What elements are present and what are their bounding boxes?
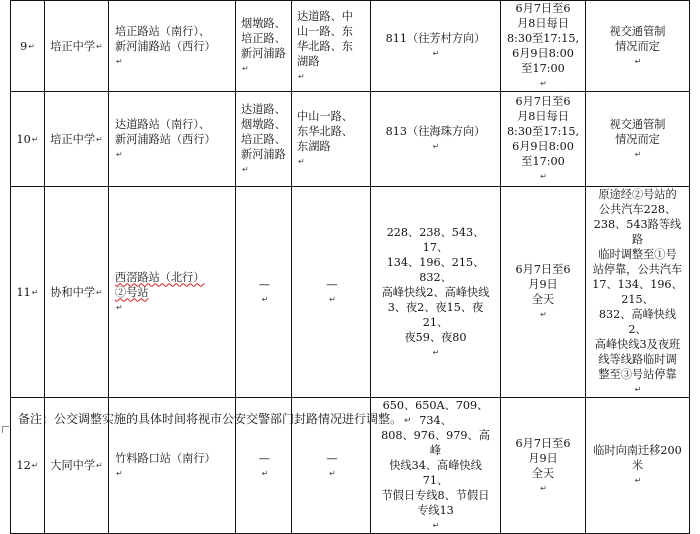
paragraph-mark: ↵ (540, 172, 547, 181)
table-row (11, 92, 690, 187)
paragraph-mark: ↵ (28, 41, 35, 51)
row-number: 12 (16, 459, 31, 472)
paragraph-mark: ↵ (242, 64, 249, 73)
paragraph-mark: ↵ (432, 142, 440, 151)
footnote (18, 410, 412, 430)
time-cell (501, 92, 586, 187)
paragraph-mark: ↵ (298, 71, 305, 81)
roads_b-line: — (326, 451, 338, 465)
stops-line: ②号站 (115, 285, 149, 299)
time-line: 6月7日至6 (515, 436, 571, 450)
time-cell (501, 1, 586, 92)
row-number-cell (11, 92, 45, 187)
note-line: 视交通管制 (609, 117, 666, 131)
routes-cell (371, 1, 501, 92)
paragraph-mark: ↵ (298, 157, 305, 166)
routes-line: 811（往芳村方向） (385, 32, 486, 45)
routes-line: 3、夜2、夜15、夜21、 (387, 300, 484, 329)
routes-line: 夜59、夜80 (404, 330, 467, 344)
routes-cell (371, 92, 501, 187)
routes-line: 高峰快线2、高峰快线 (381, 285, 490, 299)
note-line: 17、134、196、215、 (592, 278, 683, 306)
note-cell (586, 92, 690, 187)
roads_b-line: — (326, 278, 338, 291)
routes-line: 专线13 (417, 504, 454, 517)
paragraph-mark: ↵ (31, 461, 39, 470)
paragraph-mark: ↵ (116, 468, 123, 478)
roads_b-line: 达道路、中 (297, 9, 353, 23)
stops-line: 新河浦路站（西行） (115, 132, 216, 146)
paragraph-mark: ↵ (634, 149, 642, 159)
routes-line: 快线34、高峰快线71、 (389, 459, 482, 487)
paragraph-mark: ↵ (96, 134, 103, 144)
time-cell (501, 398, 586, 534)
note-line: 832、高峰快线2、 (598, 308, 677, 336)
routes-line: 813（往海珠方向） (385, 125, 486, 138)
time-line: 至17:00 (521, 155, 565, 168)
paragraph-mark: ↵ (329, 468, 336, 478)
routes-line: 节假日专线8、节假日 (381, 489, 490, 502)
paragraph-mark: ↵ (634, 56, 642, 66)
note-cell (586, 1, 690, 92)
note-line: 米 (631, 459, 644, 472)
time-line: 8:30至17:15, (506, 32, 580, 45)
note-line: 视交通管制 (609, 24, 666, 38)
routes-line: 228、238、543、17、 (386, 225, 485, 254)
school-cell (45, 187, 109, 398)
bus-stop-cell (109, 92, 236, 187)
paragraph-mark: ↵ (96, 41, 103, 51)
bus-stop-cell (109, 187, 236, 398)
school-cell (45, 92, 109, 187)
paragraph-mark: ↵ (540, 310, 547, 319)
note-cell (586, 187, 690, 398)
roads_a-line: 达道路、 (241, 102, 286, 116)
bus-stop-cell (109, 1, 236, 92)
paragraph-mark: ↵ (540, 483, 547, 493)
school-name: 培正中学 (50, 39, 96, 53)
school-name: 培正中学 (50, 132, 96, 146)
paragraph-mark: ↵ (31, 287, 39, 297)
time-line: 6月7日至6 (515, 2, 571, 15)
roads_a-line: — (258, 278, 271, 291)
time-line: 6月7日至6 (515, 263, 571, 276)
roads_b-line: 华北路、东 (297, 39, 353, 53)
note-line: 临时向南迁移200 (593, 444, 682, 457)
paragraph-mark: ↵ (116, 302, 123, 312)
note-line: 整至③号站停靠 (598, 368, 677, 381)
roads_b-line: 湖路 (297, 54, 320, 68)
time-line: 全天 (531, 466, 555, 480)
paragraph-mark: ↵ (116, 149, 123, 159)
row-number-cell (11, 187, 45, 398)
affected-road-cell (292, 1, 371, 92)
time-line: 月9日 (528, 278, 558, 291)
note-line: 线等线路临时调 (598, 353, 677, 366)
time-line: 6月9日8:00 (512, 140, 574, 153)
note-cell (586, 398, 690, 534)
school-cell (45, 1, 109, 92)
note-line: 临时调整至①号 (598, 248, 677, 261)
roads_b-line: 山一路、东 (297, 24, 353, 38)
school-name: 大同中学 (50, 459, 96, 472)
time-line: 8:30至17:15, (506, 125, 580, 138)
routes-cell (371, 187, 501, 398)
roads_b-line: 中山一路、 (297, 110, 353, 123)
row-number: 9 (20, 39, 28, 53)
footnote-text: 备注：公交调整实施的具体时间将视市公安交警部门封路情况进行调整。 (18, 412, 403, 426)
paragraph-mark: ↵ (432, 347, 440, 357)
paragraph-mark: ↵ (242, 164, 249, 174)
stops-line: 培正路站（南行）、 (115, 24, 211, 38)
note-line: 原途经②号站的 (598, 188, 677, 201)
closed-road-cell (236, 187, 292, 398)
roads_a-line: 新河浦路 (241, 47, 286, 60)
page-corner-mark (2, 426, 9, 433)
paragraph-mark: ↵ (96, 287, 103, 297)
paragraph-mark: ↵ (634, 385, 642, 394)
row-number: 11 (16, 285, 31, 299)
stops-line: 西滘路站（北行） (115, 270, 205, 284)
routes-line: 808、976、979、高峰 (381, 429, 490, 457)
time-line: 全天 (531, 293, 555, 306)
paragraph-mark: ↵ (261, 468, 269, 478)
paragraph-mark: ↵ (540, 79, 547, 88)
routes-line: 650、650A、709、734、 (382, 399, 489, 427)
time-line: 月9日 (528, 451, 558, 465)
closed-road-cell (236, 92, 292, 187)
note-line: 情况而定 (615, 39, 660, 53)
note-line: 公共汽车228、 (598, 203, 677, 216)
roads_a-line: 培正路、 (241, 32, 286, 45)
routes-line: 134、196、215、832、 (386, 255, 485, 284)
roads_a-line: 烟墩路、 (241, 17, 286, 30)
table-row (11, 187, 690, 398)
note-line: 238、543路等线路 (593, 218, 682, 246)
stops-line: 竹料路口站（南行） (115, 451, 216, 465)
bus-adjustment-table (10, 0, 690, 534)
roads_b-line: 东华北路、 (297, 125, 353, 138)
time-line: 6月9日8:00 (512, 47, 574, 60)
table-body (11, 1, 690, 534)
time-cell (501, 187, 586, 398)
affected-road-cell (292, 92, 371, 187)
time-line: 至17:00 (521, 62, 565, 75)
paragraph-mark: ↵ (432, 49, 440, 58)
paragraph-mark: ↵ (261, 295, 269, 304)
row-number-cell (11, 1, 45, 92)
paragraph-mark: ↵ (31, 134, 39, 144)
school-name: 协和中学 (50, 285, 96, 299)
closed-road-cell (236, 1, 292, 92)
roads_b-line: 东湖路 (297, 140, 331, 153)
affected-road-cell (292, 187, 371, 398)
paragraph-mark: ↵ (404, 416, 412, 426)
paragraph-mark: ↵ (329, 295, 336, 304)
paragraph-mark: ↵ (96, 461, 103, 470)
row-number: 10 (16, 132, 31, 146)
paragraph-mark: ↵ (116, 56, 123, 66)
stops-line: 达道路站（南行）、 (115, 117, 211, 131)
roads_a-line: 新河浦路 (241, 147, 286, 161)
paragraph-mark: ↵ (432, 521, 440, 530)
roads_a-line: 培正路、 (241, 132, 286, 146)
roads_a-line: — (258, 451, 271, 465)
roads_a-line: 烟墩路、 (241, 117, 286, 131)
stops-line: 新河浦路站（西行） (115, 39, 216, 53)
paragraph-mark: ↵ (634, 476, 642, 485)
time-line: 月8日每日 (517, 110, 569, 123)
note-line: 高峰快线3及夜班 (594, 338, 681, 351)
time-line: 6月7日至6 (515, 95, 571, 108)
time-line: 月8日每日 (517, 17, 569, 30)
note-line: 站停靠，公共汽车 (592, 263, 683, 276)
note-line: 情况而定 (615, 132, 660, 146)
table-row (11, 1, 690, 92)
